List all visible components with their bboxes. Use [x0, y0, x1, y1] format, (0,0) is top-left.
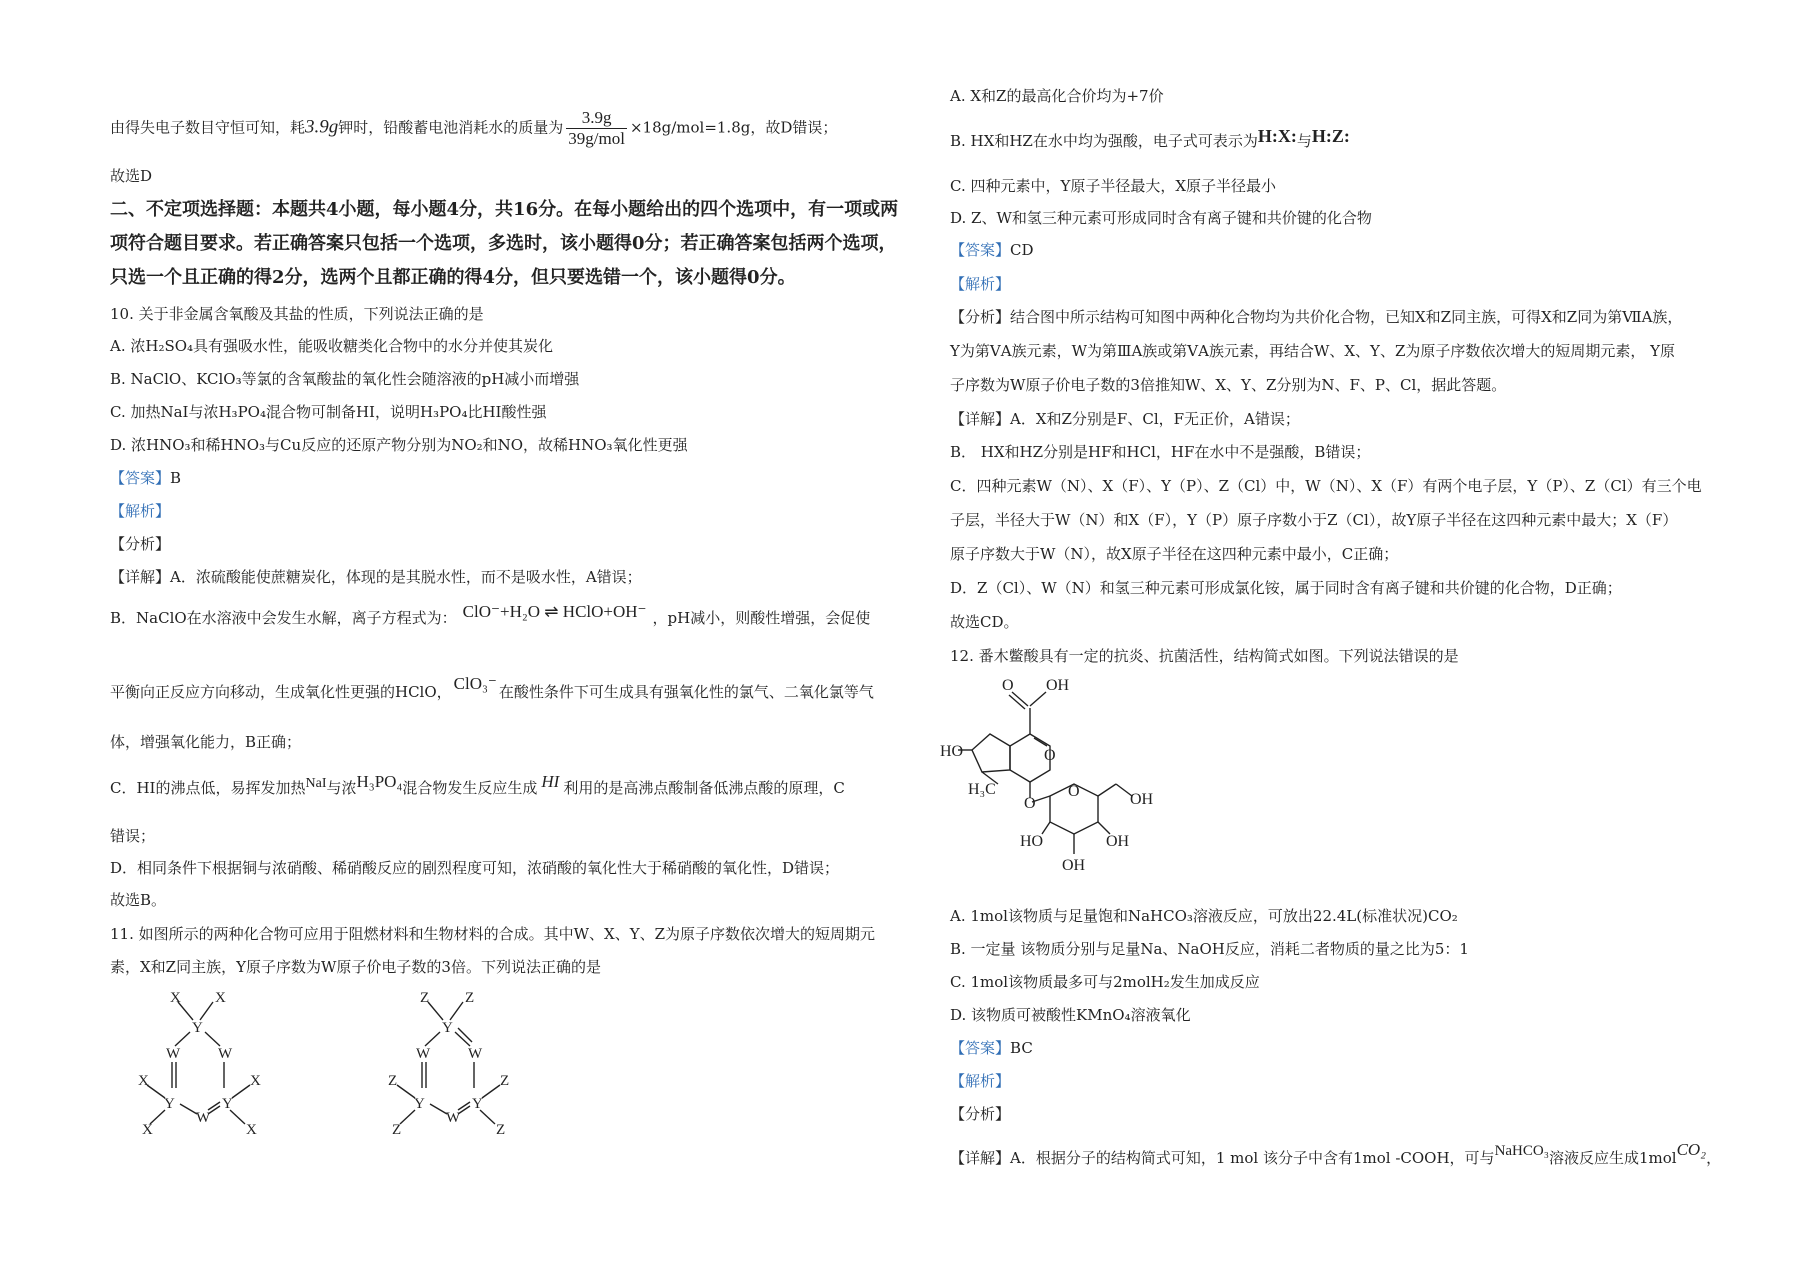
- text: 在酸性条件下可生成具有强氧化性的氯气、二氧化氯等气: [498, 683, 874, 701]
- detail-d: D．Z（Cl）、W（N）和氢三种元素可形成氯化铵，属于同时含有离子键和共价键的化合物，D正确；: [950, 579, 1622, 597]
- text: 与浓: [326, 779, 357, 797]
- calc-line: [110, 108, 837, 149]
- formula: H₃PO₄: [356, 772, 403, 791]
- detail-b-3: 体，增强氧化能力，B正确；: [110, 733, 302, 751]
- analysis-text: 【分析】结合图中所示结构可知图中两种化合物均为共价化合物，已知X和Z同主族，可得X和Z同为第ⅦA族，: [950, 308, 1683, 326]
- detail-b: B． HX和HZ分别是HF和HCl，HF在水中不是强酸，B错误；: [950, 443, 1371, 461]
- atom-label: X: [215, 990, 226, 1006]
- atom-label: W: [218, 1046, 233, 1062]
- atom-label: Y: [414, 1096, 425, 1112]
- answer-line: [950, 240, 1034, 260]
- formula: CO₂: [1676, 1140, 1707, 1159]
- atom-label: Z: [420, 990, 430, 1006]
- option-b: [950, 126, 1350, 151]
- text: B．NaClO在水溶液中会发生水解，离子方程式为：: [110, 609, 457, 627]
- text: ，: [1706, 1149, 1722, 1167]
- answer-tag: 【答案】: [110, 469, 171, 487]
- analysis-tag: 【解析】: [950, 1072, 1011, 1090]
- section-heading: 只选一个且正确的得2分，选两个且都正确的得4分，但只要选错一个，该小题得0分。: [110, 267, 796, 288]
- analysis-tag: 【解析】: [110, 502, 171, 520]
- text: 混合物发生反应生成: [402, 779, 538, 797]
- answer-value: B: [170, 469, 182, 487]
- atom-label: OH: [1106, 833, 1130, 850]
- text: 【详解】A．根据分子的结构简式可知，1 mol 该分子中含有1mol -COOH，可与: [950, 1149, 1495, 1167]
- detail-a: 【详解】A．浓硫酸能使蔗糖炭化，体现的是其脱水性，而不是吸水性，A错误；: [110, 568, 642, 586]
- atom-label: Y: [192, 1020, 203, 1036]
- fraction: [566, 108, 627, 149]
- atom-label: H₃C: [968, 781, 996, 798]
- mass-symbol: 3.9g: [305, 116, 339, 138]
- ring-labels-left: [138, 990, 261, 1138]
- option-a: A. 浓H₂SO₄具有强吸水性，能吸收糖类化合物中的水分并使其炭化: [110, 337, 554, 355]
- text: 平衡向正反应方向移动，生成氧化性更强的HClO，: [110, 683, 452, 701]
- atom-label: X: [142, 1122, 153, 1138]
- atom-label: HO: [940, 743, 964, 760]
- option-c: C. 加热NaI与浓H₃PO₄混合物可制备HI，说明H₃PO₄比HI酸性强: [110, 403, 547, 421]
- atom-label: O: [1068, 783, 1080, 800]
- atom-label: O: [1044, 747, 1056, 764]
- formula: HI: [541, 772, 560, 791]
- analysis-text: Y为第ⅤA族元素，W为第ⅢA族或第ⅤA族元素，再结合W、X、Y、Z为原子序数依次增大的短周期元素， Y原: [950, 342, 1676, 360]
- answer-line: [110, 468, 181, 488]
- conclusion-line: 故选CD。: [950, 613, 1019, 631]
- section-heading: 二、不定项选择题：本题共4小题，每小题4分，共16分。在每小题给出的四个选项中，有一项或两: [110, 199, 899, 220]
- atom-label: Z: [496, 1122, 506, 1138]
- option-d: D. Z、W和氢三种元素可形成同时含有离子键和共价键的化合物: [950, 209, 1372, 227]
- ring-labels-right: [388, 990, 509, 1138]
- atom-label: X: [138, 1073, 149, 1089]
- option-b: B. 一定量 该物质分别与足量Na、NaOH反应，消耗二者物质的量之比为5：1: [950, 940, 1469, 958]
- atom-label: Z: [500, 1073, 510, 1089]
- question-11-cont: 素，X和Z同主族，Y原子序数为W原子价电子数的3倍。下列说法正确的是: [110, 958, 601, 976]
- question-10: 10. 关于非金属含氧酸及其盐的性质，下列说法正确的是: [110, 305, 484, 323]
- answer-value: BC: [1010, 1039, 1033, 1057]
- atom-label: X: [250, 1073, 261, 1089]
- fraction-numerator: 3.9g: [566, 108, 627, 129]
- atom-label: OH: [1046, 677, 1070, 694]
- detail-a: [950, 1140, 1722, 1169]
- electron-formula: H:Z:: [1311, 126, 1350, 146]
- atom-label: W: [446, 1110, 461, 1126]
- analysis-tag: 【解析】: [950, 275, 1011, 293]
- text: 由得失电子数目守恒可知，耗: [110, 118, 306, 137]
- option-c: C. 1mol该物质最多可与2molH₂发生加成反应: [950, 973, 1260, 991]
- atom-label: Y: [442, 1020, 453, 1036]
- atom-label: X: [170, 990, 181, 1006]
- conclusion-line: 故选B。: [110, 891, 167, 909]
- atom-label: OH: [1130, 791, 1154, 808]
- ion-equation: ClO⁻+H₂O ⇌ HClO+OH⁻: [462, 602, 647, 621]
- atom-label: O: [1002, 677, 1014, 694]
- atom-label: Z: [392, 1122, 402, 1138]
- detail-b: [110, 602, 871, 628]
- electron-formula: H:X:: [1257, 126, 1297, 146]
- analysis-label: 【分析】: [950, 1105, 1011, 1123]
- formula: NaI: [305, 776, 327, 791]
- option-d: D. 该物质可被酸性KMnO₄溶液氧化: [950, 1006, 1191, 1024]
- detail-a: 【详解】A．X和Z分别是F、Cl，F无正价，A错误；: [950, 410, 1300, 428]
- detail-c: C．四种元素W（N）、X（F）、Y（P）、Z（Cl）中，W（N）、X（F）有两个电子层，Y（P）、Z（Cl）有三个电: [950, 477, 1702, 495]
- detail-c-2: 子层，半径大于W（N）和X（F），Y（P）原子序数小于Z（Cl），故Y原子半径在这四种元素中最大；X（F）: [950, 511, 1678, 529]
- detail-c: [110, 772, 845, 800]
- answer-value: CD: [1010, 241, 1034, 259]
- detail-b-2: [110, 674, 874, 702]
- analysis-label: 【分析】: [110, 535, 171, 553]
- text: ×18g/mol=1.8g，故D错误；: [629, 118, 838, 137]
- atom-label: Z: [465, 990, 475, 1006]
- atom-label: W: [468, 1046, 483, 1062]
- text: 利用的是高沸点酸制备低沸点酸的原理，C: [563, 779, 845, 797]
- detail-c-2: 错误；: [110, 827, 156, 845]
- atom-label: Z: [388, 1073, 398, 1089]
- option-a: A. X和Z的最高化合价均为+7价: [950, 87, 1164, 105]
- text: ，pH减小，则酸性增强，会促使: [652, 609, 871, 627]
- question-11: 11. 如图所示的两种化合物可应用于阻燃材料和生物材料的合成。其中W、X、Y、Z为原子序数依次增大的短周期元: [110, 925, 876, 943]
- molecule-structure: [940, 672, 1190, 882]
- question-12: 12. 番木鳖酸具有一定的抗炎、抗菌活性，结构简式如图。下列说法错误的是: [950, 647, 1459, 665]
- option-b: B. NaClO、KClO₃等氯的含氧酸盐的氧化性会随溶液的pH减小而增强: [110, 370, 580, 388]
- text: 溶液反应生成1mol: [1548, 1149, 1677, 1167]
- ring-structures-figure: [138, 990, 540, 1140]
- detail-d: D．相同条件下根据铜与浓硝酸、稀硝酸反应的剧烈程度可知，浓硝酸的氧化性大于稀硝酸的氧化性，D错误；: [110, 859, 840, 877]
- analysis-text: 子序数为W原子价电子数的3倍推知W、X、Y、Z分别为N、F、P、Cl，据此答题。: [950, 376, 1507, 394]
- text: 钾时，铅酸蓄电池消耗水的质量为: [338, 118, 564, 137]
- formula: NaHCO₃: [1494, 1143, 1549, 1159]
- answer-tag: 【答案】: [950, 1039, 1011, 1057]
- atom-label: X: [246, 1122, 257, 1138]
- atom-label: OH: [1062, 857, 1086, 874]
- option-d: D. 浓HNO₃和稀HNO₃与Cu反应的还原产物分别为NO₂和NO，故稀HNO₃氧化性更强: [110, 436, 688, 454]
- atom-label: W: [416, 1046, 431, 1062]
- option-c: C. 四种元素中，Y原子半径最大，X原子半径最小: [950, 177, 1277, 195]
- option-a: A. 1mol该物质与足量饱和NaHCO₃溶液反应，可放出22.4L(标准状况)CO₂: [950, 907, 1458, 925]
- detail-c-3: 原子序数大于W（N），故X原子半径在这四种元素中最小，C正确；: [950, 545, 1399, 563]
- atom-label: W: [196, 1110, 211, 1126]
- atom-label: Y: [472, 1096, 483, 1112]
- atom-label: HO: [1020, 833, 1044, 850]
- fraction-denominator: 39g/mol: [568, 129, 625, 148]
- text: C．HI的沸点低，易挥发加热: [110, 779, 306, 797]
- atom-label: Y: [222, 1096, 233, 1112]
- section-heading: 项符合题目要求。若正确答案只包括一个选项，多选时，该小题得0分；若正确答案包括两个选项，: [110, 233, 897, 254]
- atom-label: Y: [164, 1096, 175, 1112]
- text: 与: [1296, 132, 1312, 150]
- text: B. HX和HZ在水中均为强酸，电子式可表示为: [950, 132, 1258, 150]
- atom-label: W: [166, 1046, 181, 1062]
- atom-label: O: [1024, 795, 1036, 812]
- answer-tag: 【答案】: [950, 241, 1011, 259]
- conclusion-line: 故选D: [110, 167, 153, 185]
- chlorate-symbol: ClO₃⁻: [453, 674, 497, 693]
- answer-line: [950, 1038, 1033, 1058]
